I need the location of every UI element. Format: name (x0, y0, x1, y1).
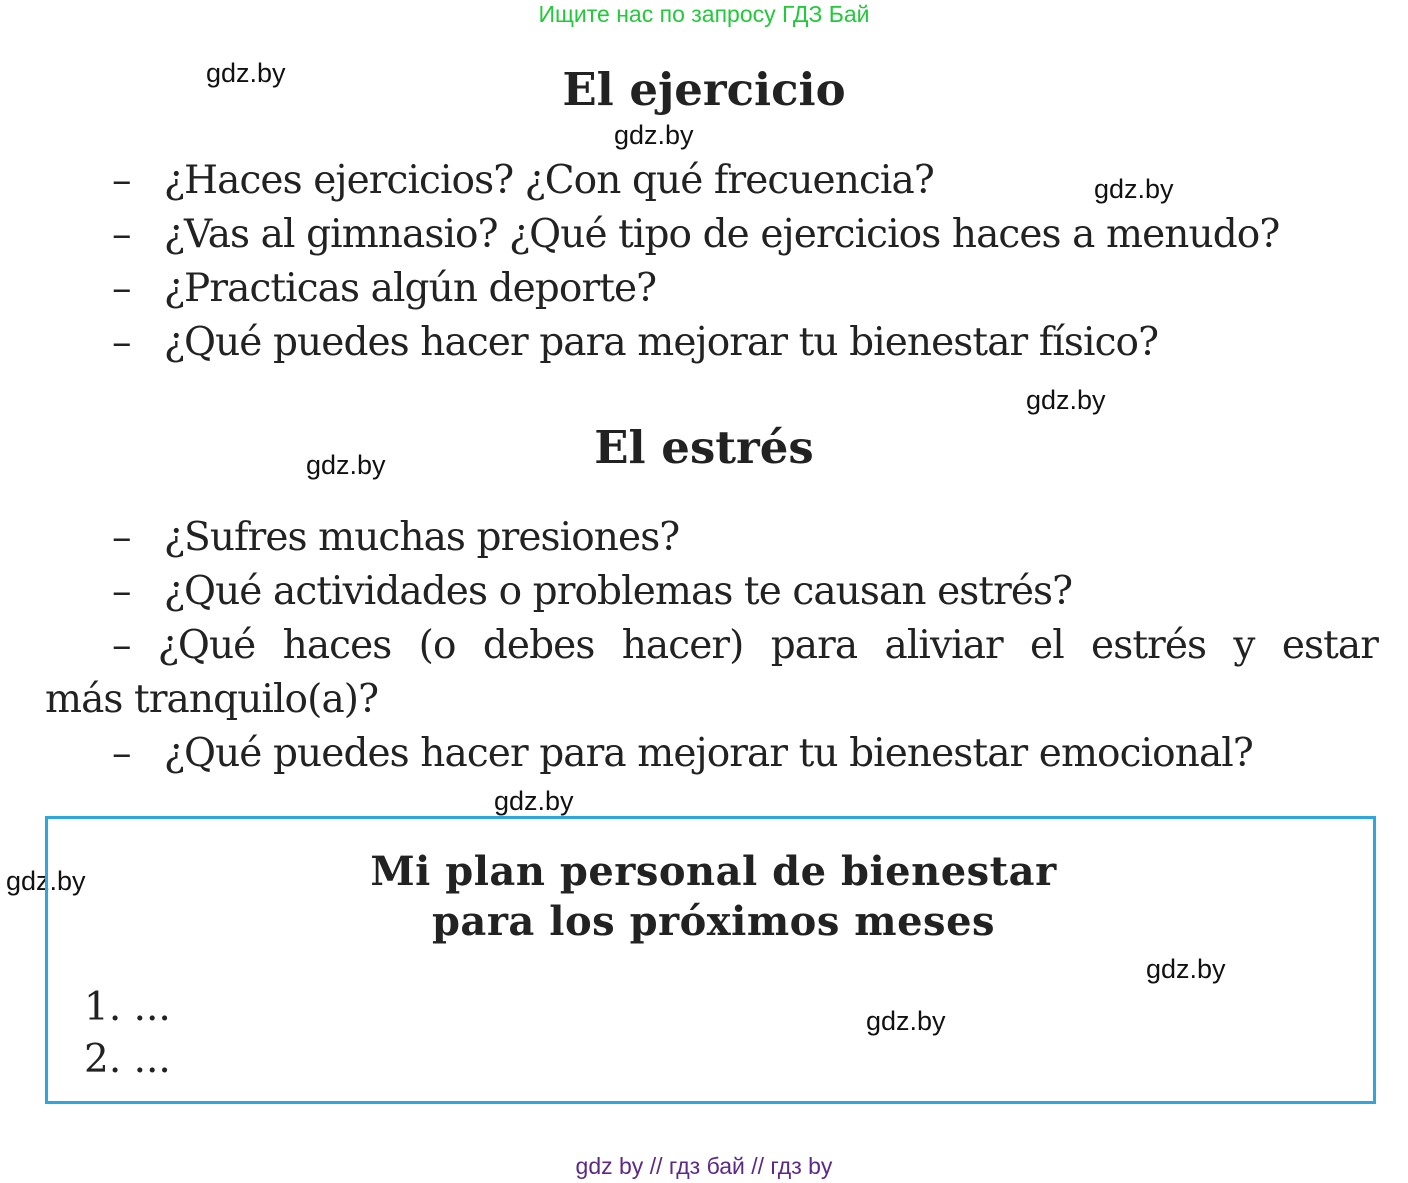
section-title-exercise: El ejercicio (562, 63, 846, 116)
question-text: ¿Qué puedes hacer para mejorar tu bienestar físico? (164, 320, 1159, 365)
question-text-continuation: más tranquilo(a)? (45, 677, 379, 722)
plan-title-line1: Mi plan personal de bienestar (370, 848, 1057, 895)
dash-marker: – (112, 212, 131, 257)
watermark: gdz.by (1146, 954, 1226, 984)
question-item (112, 211, 1279, 259)
dash-marker: – (112, 569, 131, 614)
watermark: gdz.by (1094, 174, 1174, 204)
question-item (112, 319, 1158, 367)
dash-marker: – (112, 158, 131, 203)
watermark: gdz.by (614, 120, 694, 150)
question-text: ¿Qué actividades o problemas te causan estrés? (164, 569, 1073, 614)
watermark: gdz.by (866, 1006, 946, 1036)
section-title-stress: El estrés (594, 421, 814, 474)
dash-marker: – (112, 731, 131, 776)
question-item (112, 730, 1253, 778)
dash-marker: – (112, 266, 131, 311)
footer-links: gdz by // гдз бай // гдз by (575, 1153, 833, 1179)
question-item (112, 265, 656, 313)
watermark: gdz.by (206, 58, 286, 88)
question-text-long: – ¿Qué haces (o debes hacer) para aliviar el estrés y estar (112, 623, 1378, 668)
plan-list-item: 2. ... (84, 1037, 171, 1082)
question-item (112, 157, 934, 205)
question-item (112, 514, 679, 562)
top-banner: Ищите нас по запросу ГДЗ Бай (538, 1, 870, 27)
question-text: ¿Haces ejercicios? ¿Con qué frecuencia? (164, 158, 934, 203)
question-text: ¿Sufres muchas presiones? (164, 515, 680, 560)
watermark: gdz.by (6, 866, 86, 896)
dash-marker: – (112, 515, 131, 560)
dash-marker: – (112, 320, 131, 365)
watermark: gdz.by (494, 786, 574, 816)
plan-title-line2: para los próximos meses (431, 898, 996, 945)
plan-list-item: 1. ... (84, 985, 171, 1030)
question-item (112, 568, 1072, 616)
watermark: gdz.by (306, 450, 386, 480)
watermark: gdz.by (1026, 385, 1106, 415)
question-text: ¿Qué puedes hacer para mejorar tu bienestar emocional? (164, 731, 1253, 776)
question-text: ¿Vas al gimnasio? ¿Qué tipo de ejercicios haces a menudo? (164, 212, 1280, 257)
plan-box (45, 816, 1376, 1104)
question-text: ¿Practicas algún deporte? (164, 266, 657, 311)
